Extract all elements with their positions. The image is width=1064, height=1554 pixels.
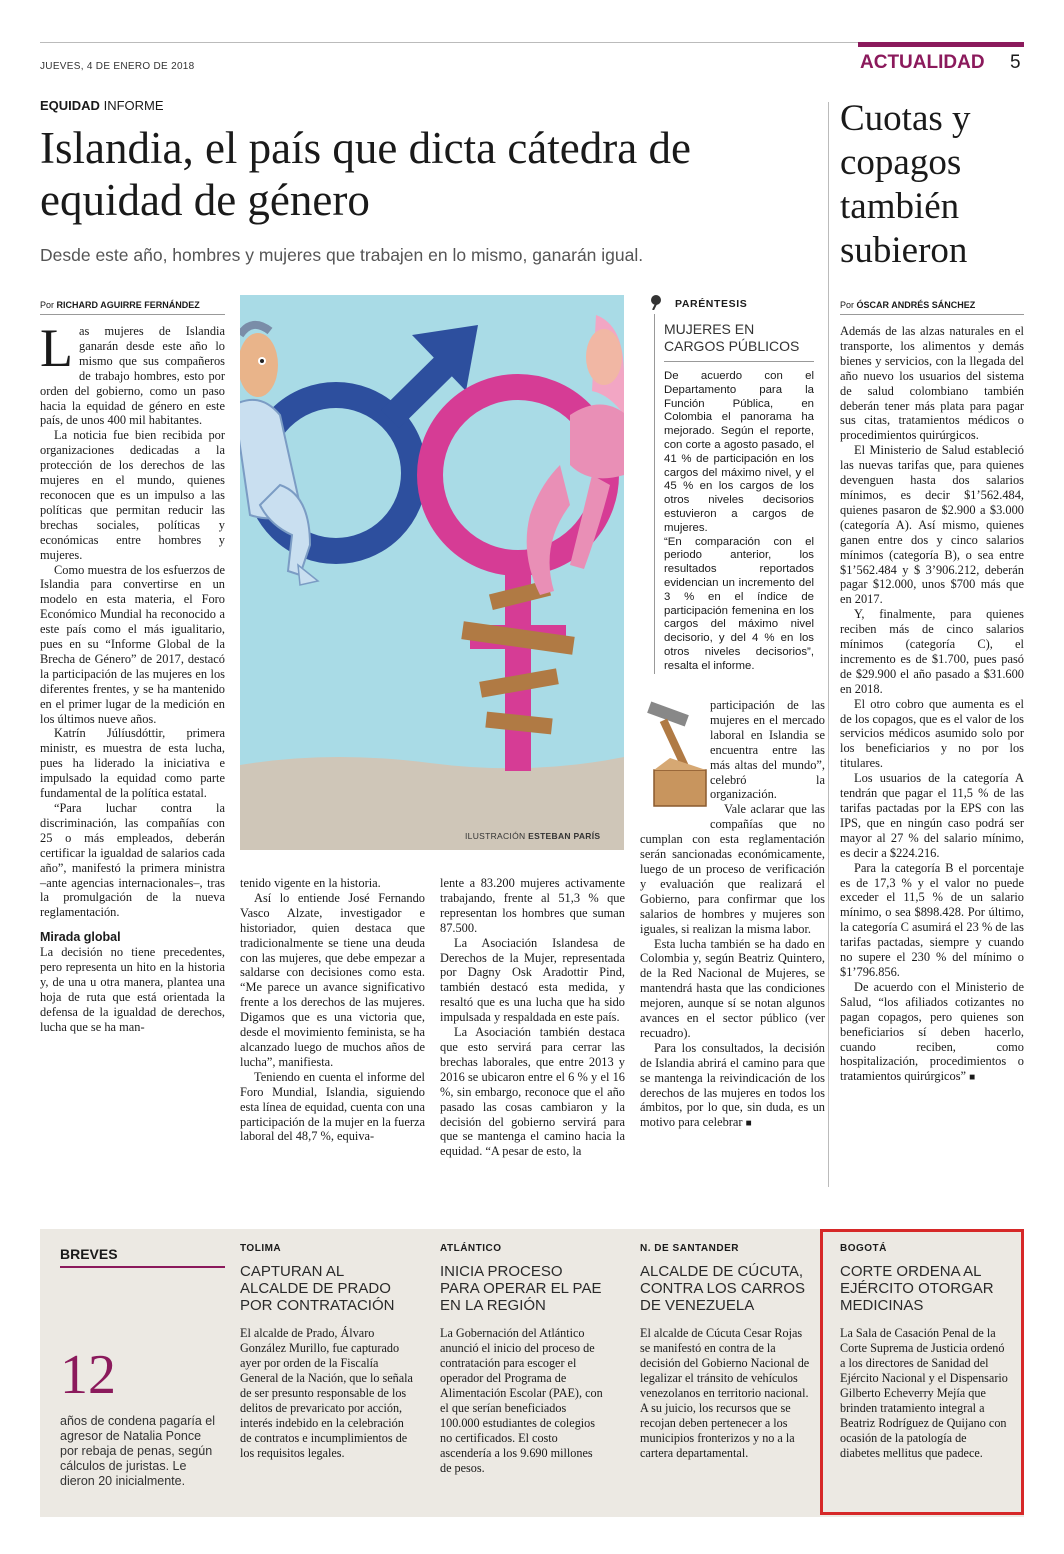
side-byline-rule	[840, 314, 1024, 315]
paragraph-text: Para los consultados, la decisión de Islandia abrirá el camino para que se mantenga la reivindicación de los derechos de las mujeres en todos los ámbitos, por lo que, sin duda, es un motivo para celebrar	[640, 1040, 825, 1130]
brief-region: N. DE SANTANDER	[640, 1243, 739, 1254]
brief-body: La Sala de Casación Penal de la Corte Suprema de Justicia ordenó a los directores de Sanidad del Ejército Nacional y el Dispensario Gilberto Echeverry Mejía que brinden tratamiento integral a Beatriz Rodríguez de Quijano con ocasión de la patología de diabetes mellitus que padece.	[840, 1326, 1008, 1460]
box-body	[664, 370, 814, 674]
paragraph	[640, 1041, 825, 1132]
paragraph: La Asociación Islandesa de Derechos de la Mujer, representada por Dagny Osk Aradottir Pind, también destacó esta medida, y resaltó que es una lucha que ha sido impulsada y respaldada en este país.	[440, 935, 625, 1025]
brief-title: CAPTURAN AL ALCALDE DE PRADO POR CONTRATACIÓN	[240, 1263, 395, 1314]
article-column-4-top	[640, 698, 825, 1132]
kicker-bold: EQUIDAD	[40, 98, 100, 113]
stat-text: años de condena pagaría el agresor de Natalia Ponce por rebaja de penas, según cálculos de juristas. Le dieron 20 inicialmente.	[60, 1414, 215, 1488]
credit-name: ESTEBAN PARÍS	[528, 831, 601, 841]
article-column-1	[40, 318, 225, 1035]
tools-icon	[640, 698, 710, 818]
section-name: ACTUALIDAD	[860, 52, 985, 73]
breves-label: BREVES	[60, 1246, 118, 1262]
brief-region: ATLÁNTICO	[440, 1243, 502, 1254]
brief-tolima	[240, 1243, 415, 1461]
subhead: Mirada global	[40, 930, 121, 945]
paragraph: Además de las alzas naturales en el transporte, los alimentos y demás bienes y servicios, con la llegada del año nuevo los usuarios del sistema de salud colombiano también deberán tener más plata para pagar sus citas, tratamientos médicos o procedimientos quirúrgicos.	[840, 324, 1024, 443]
box-title: MUJERES EN CARGOS PÚBLICOS	[664, 321, 800, 354]
brief-body: El alcalde de Cúcuta Cesar Rojas se manifestó en contra de la decisión del Gobierno Nacional de legalizar el tránsito de vehículos venezolanos en territorio nacional. A su juicio, los recursos que se recojan deben pertenecer a los municipios fronterizos y no a la cartera departamental.	[640, 1326, 810, 1460]
section-bar	[858, 42, 1024, 47]
brief-title: ALCALDE DE CÚCUTA, CONTRA LOS CARROS DE VENEZUELA	[640, 1263, 806, 1314]
byline-name: RICHARD AGUIRRE FERNÁNDEZ	[56, 300, 200, 310]
drop-cap: L	[40, 318, 73, 378]
brief-title: INICIA PROCESO PARA OPERAR EL PAE EN LA REGIÓN	[440, 1263, 602, 1314]
paragraph: La decisión no tiene precedentes, pero representa un hito en la historia y, de una u otra manera, plantea una hoja de ruta que está orientada la defensa de la igualdad de derechos, lucha que se ha man-	[40, 945, 225, 1034]
byline	[40, 300, 200, 310]
box-label: PARÉNTESIS	[675, 298, 748, 310]
illustration-credit	[465, 831, 600, 841]
gender-symbols-illustration	[240, 295, 624, 850]
side-headline: Cuotas y copagos también subieron	[840, 98, 971, 271]
paragraph: El otro cobro que aumenta es el de los copagos, que es el valor de los servicios médicos asumido solo por los beneficiarios y no por los titulares.	[840, 696, 1024, 771]
article-column-2	[240, 876, 425, 1144]
paragraph: Como muestra de los esfuerzos de Islandia para convertirse en un modelo en esta materia, el Foro Económico Mundial ha reconocido a este país como el más igualitario, pues en su “Informe Global de la Brecha de Género” de 2017, destacó la participación de las mujeres en los diferentes frentes, y se ha mantenido en el primer lugar de la medición en los últimos nueve años.	[40, 562, 225, 726]
paragraph: El Ministerio de Salud estableció las nuevas tarifas que, para quienes devenguen hasta dos salarios mínimos, es decir $1’562.484, quienes pasaron de $2.900 a $3.000 (categoría A). Así mismo, quienes ganen entre dos y cinco salarios mínimos (categoría B), o sea entre $1’562.484 y $ 3’906.212, deberán pagar $12.000, unos $700 más que en 2017.	[840, 443, 1024, 607]
paragraph: lente a 83.200 mujeres activamente trabajando, frente al 51,3 % que representan los hombres que suman 87.500.	[440, 876, 625, 935]
paragraph: Para la categoría B el porcentaje es de 17,3 % y el valor no puede exceder el 11,5 % de un salario mínimo, o sea $898.428. Por último, la categoría C asumirá el 23 % de las tarifas pactadas, siempre y cuando no supere el 230 % del mínimo o $1’796.856.	[840, 860, 1024, 979]
illustration	[240, 295, 624, 850]
pin-icon	[648, 294, 664, 310]
credit-prefix: ILUSTRACIÓN	[465, 831, 526, 841]
paragraph: Katrín Júlíusdóttir, primera ministr, es muestra de esta lucha, pues ha liderado la iniciativa e impulsado la equidad como parte fundamental de la política estatal.	[40, 726, 225, 801]
paragraph-text: De acuerdo con el Ministerio de Salud, “los afiliados cotizantes no pagan copagos, pero quienes son beneficiarios sí deben hacerlo, cuando reciben, como hospitalización, procedimientos o tratamientos quirúrgicos”	[840, 979, 1024, 1084]
paragraph: Vale aclarar que las compañías que no cumplan con esta reglamentación serán sancionadas económicamente, luego de un proceso de verificación y evaluación que realizará el Gobierno, para confirmar que los salarios de hombres y mujeres son iguales, si realizan la misma labor.	[640, 802, 825, 936]
paragraph: Los usuarios de la categoría A tendrán que pagar el 11,5 % de las tarifas pactadas por la EPS con las IPS, que en ningún caso podrá ser mayor al 27 % del salario mínimo, es decir a $224.216.	[840, 771, 1024, 860]
side-byline-name: ÓSCAR ANDRÉS SÁNCHEZ	[856, 300, 976, 310]
article-column-3	[440, 876, 625, 1159]
side-byline	[840, 300, 975, 310]
brief-santander	[640, 1243, 810, 1461]
box-vertical-rule	[654, 314, 655, 674]
breves-rule	[60, 1266, 225, 1268]
headline: Islandia, el país que dicta cátedra de equidad de género	[40, 123, 691, 225]
paragraph: tenido vigente en la historia.	[240, 876, 381, 890]
kicker	[40, 98, 164, 113]
paragraph: Así lo entiende José Fernando Vasco Alzate, investigador e historiador, quien destaca que tradicionalmente se tiene una deuda con las mujeres, que debe empezar a saldarse con decisiones como esta. “Me parece un avance significativo frente a los derechos de las mujeres. Digamos que es una victoria que, desde el movimiento feminista, se ha alcanzado luego de muchos años de lucha”, manifiesta.	[240, 890, 425, 1069]
brief-body: El alcalde de Prado, Álvaro González Murillo, fue capturado ayer por orden de la Fiscalía General de la Nación, que lo señala de ser presunto responsable de los delitos de prevaricato por acción, interés indebido en la celebración de contratos e incumplimientos de los requisitos legales.	[240, 1326, 413, 1460]
end-mark: ■	[745, 1118, 752, 1130]
box-title-rule	[664, 361, 814, 362]
paragraph: Teniendo en cuenta el informe del Foro Mundial, Islandia, siguiendo esta línea de equidad, cuenta con una participación de la mujer en la fuerza laboral del 48,7 %, equiva-	[240, 1069, 425, 1144]
byline-rule	[40, 314, 225, 315]
paragraph: La noticia fue bien recibida por organizaciones dedicadas a la protección de los derechos de las mujeres en el mundo, quienes reconocen que es un impulso a las políticas que permitan reducir las brechas sociales, políticas y económicas entre hombres y mujeres.	[40, 428, 225, 562]
brief-atlantico	[440, 1243, 605, 1476]
paragraph	[840, 980, 1024, 1086]
paragraph: participación de las mujeres en el mercado laboral en Islandia se encuentra entre las más altas del mundo”, celebró la organización.	[710, 698, 825, 802]
brief-title: CORTE ORDENA AL EJÉRCITO OTORGAR MEDICINAS	[840, 1263, 994, 1314]
byline-prefix: Por	[40, 300, 55, 310]
paragraph: Y, finalmente, para quienes reciben más de cinco salarios mínimos (categoría C), el incremento es de $1.700, pues pasó de $29.900 el año pasado a $31.600 en 2018.	[840, 607, 1024, 696]
deck: Desde este año, hombres y mujeres que trabajen en lo mismo, ganarán igual.	[40, 245, 644, 265]
paragraph: “En comparación con el periodo anterior, los resultados reportados evidencian un incremento del 3 % en el índice de participación femenina en los cargos del máximo nivel decisorio, y del 4 % en los otros niveles decisorios”, resalta el informe.	[664, 535, 814, 672]
brief-body: La Gobernación del Atlántico anunció el inicio del proceso de contratación para escoger el operador del Programa de Alimentación Escolar (PAE), con el que serían beneficiados 100.000 estudiantes de colegios no certificados. El costo ascendería a los 9.690 millones de pesos.	[440, 1326, 603, 1475]
brief-bogota	[840, 1243, 1008, 1461]
side-article-body	[840, 324, 1024, 1086]
paragraph: Esta lucha también se ha dado en Colombia y, según Beatriz Quintero, de la Red Nacional de Mujeres, se mantendrá hasta que las condiciones mejoren, aunque sí se notan algunos avances en el sector público (ver recuadro).	[640, 936, 825, 1040]
column-divider	[828, 102, 829, 1187]
paragraph: as mujeres de Islandia ganarán desde este año lo mismo que sus compañeros de trabajo hombres, esto por orden del gobierno, como un paso hacia la equidad de género en este país, de unos 400 mil habitantes.	[40, 324, 225, 428]
brief-region: BOGOTÁ	[840, 1243, 887, 1254]
brief-region: TOLIMA	[240, 1243, 282, 1254]
end-mark: ■	[969, 1072, 976, 1084]
issue-date: JUEVES, 4 DE ENERO DE 2018	[40, 61, 195, 72]
paragraph: La Asociación también destaca que esto servirá para cerrar las brechas laborales, que entre 2013 y 2016 se ubicaron entre el 6 % y el 16 %, sin embargo, reconoce que el año pasado las cosas cambiaron y la decisión del gobierno servirá para que se mantenga el camino hacia la equidad. “A pesar de esto, la	[440, 1025, 625, 1159]
paragraph: “Para luchar contra la discriminación, las compañías con 25 o más empleados, deberán certificar la igualdad de salarios cada año”, manifestó la primera ministra –ante agencias internacionales–, tras la promulgación de la nueva reglamentación.	[40, 801, 225, 920]
paragraph: De acuerdo con el Departamento para la Función Pública, en Colombia el panorama ha mejorado. Según el reporte, con corte a agosto pasado, el 41 % de participación en los cargos del máximo nivel, y el 45 % en los cargos de los otros niveles decisorios estuvieron a cargos de mujeres.	[664, 370, 814, 534]
side-byline-prefix: Por	[840, 300, 855, 310]
page-number: 5	[1010, 52, 1021, 73]
kicker-rest: INFORME	[103, 98, 164, 113]
stat-number: 12	[60, 1344, 116, 1406]
